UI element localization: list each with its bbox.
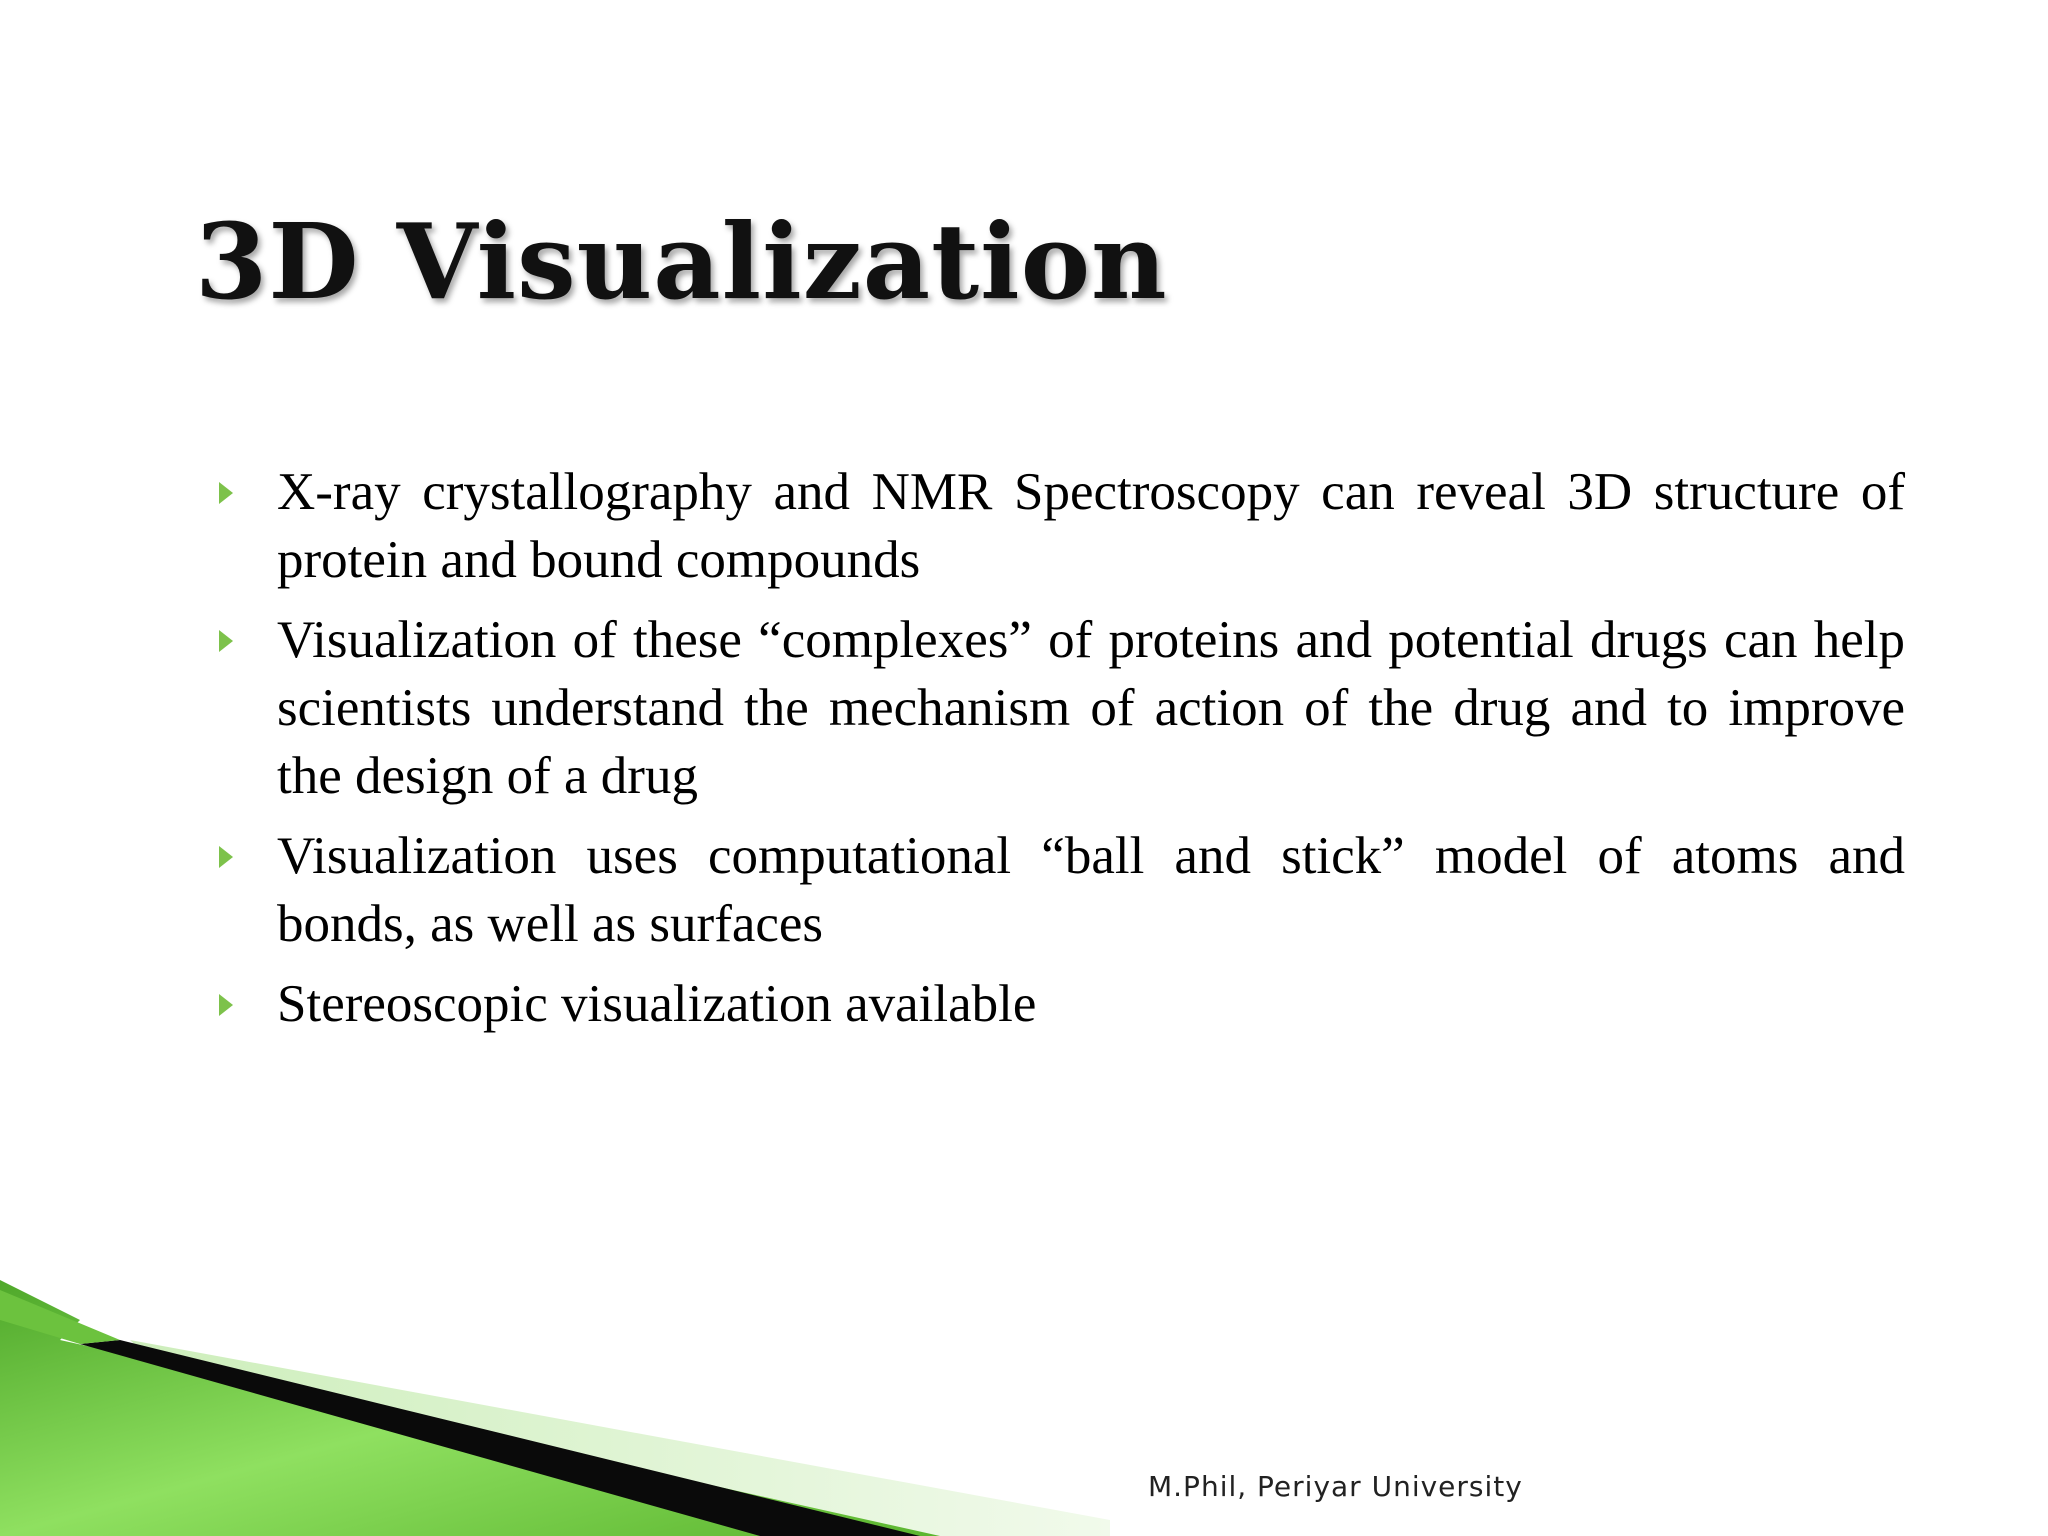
bullet-item (205, 822, 1905, 958)
bullet-list (205, 458, 1905, 1050)
triangle-bullet-icon (219, 846, 233, 868)
bullet-item (205, 458, 1905, 594)
green-swoosh-decoration (0, 1280, 2048, 1536)
bullet-text: Visualization of these “complexes” of proteins and potential drugs can help scientists understand the mechanism of action of the drug and to improve the design of a drug (277, 611, 1905, 805)
bullet-item (205, 606, 1905, 810)
triangle-bullet-icon (219, 482, 233, 504)
triangle-bullet-icon (219, 630, 233, 652)
bullet-text: Visualization uses computational “ball and stick” model of atoms and bonds, as well as surfaces (277, 827, 1905, 953)
bullet-item (205, 970, 1905, 1038)
bullet-text: X-ray crystallography and NMR Spectroscopy can reveal 3D structure of protein and bound compounds (277, 463, 1905, 589)
footer-text: M.Phil, Periyar University (1148, 1470, 1523, 1503)
slide-title: 3D Visualization (195, 200, 1168, 323)
bullet-text: Stereoscopic visualization available (277, 975, 1037, 1033)
triangle-bullet-icon (219, 994, 233, 1016)
